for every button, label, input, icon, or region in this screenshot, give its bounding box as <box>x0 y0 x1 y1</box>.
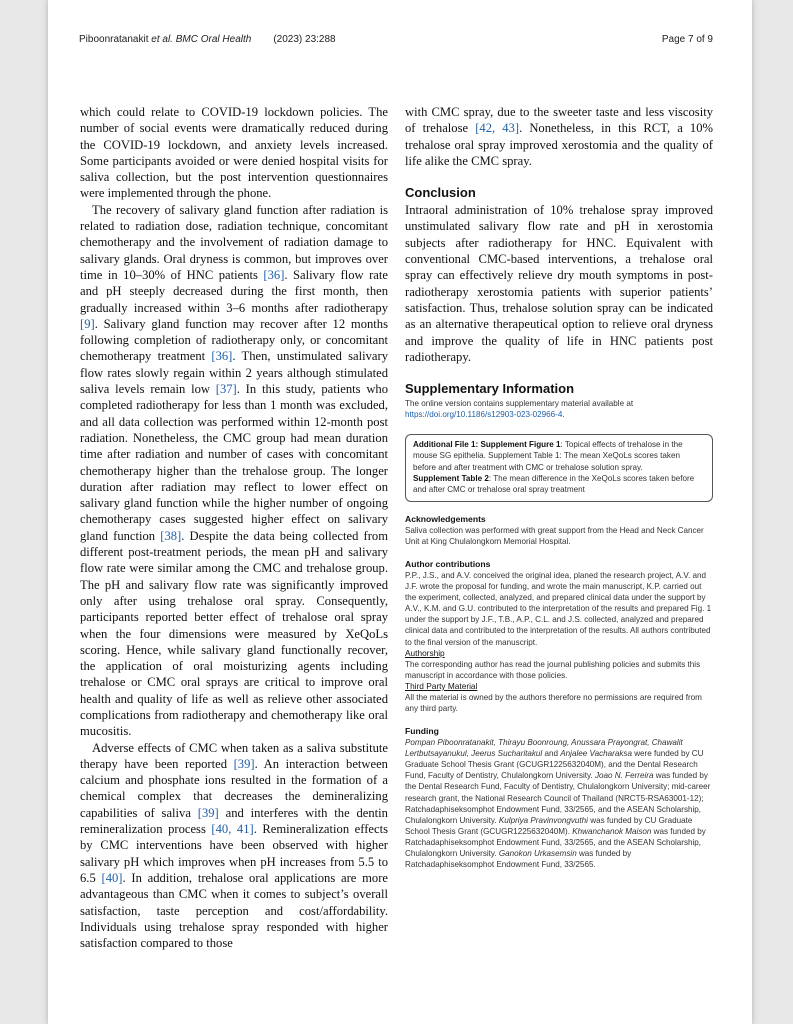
paragraph-text: . Salivary gland function may recover after 12 months following completion of radiotherapy only, or concomitant chemotherapy treatment <box>80 316 388 364</box>
paragraph-text: . In this study, patients who completed radiotherapy for less than 1 month was excluded, and all data collection was performed within 12-month post radiation. Nonetheless, the CMC group had mean duration time after radiation and number of cases with concomitant chemotherapy higher than the trehalose group. The longer duration after radiation may reflect to lower effect on salivary gland function while the higher number of ongoing chemotherapy cases suggested higher effect on salivary gland function <box>80 382 389 543</box>
author-contributions-heading: Author contributions <box>405 559 491 569</box>
supplement-table-label: Supplement Table 2 <box>413 473 489 483</box>
acknowledgements-text: Saliva collection was performed with great support from the Head and Neck Cancer Unit at King Chulalongkorn Memorial Hospital. <box>405 525 704 546</box>
paragraph-text: . Then, unstimulated salivary flow rates slowly regain within 2 years although stimulated saliva levels remain low <box>80 349 388 397</box>
paragraph <box>80 202 388 740</box>
citation-link[interactable]: [36] <box>211 349 233 364</box>
conclusion-text: Intraoral administration of 10% trehalose spray improved unstimulated salivary flow rate and pH in xerostomia subjects after radiotherapy for HNC. Equivalent with conventional CMC-based interventions, a trehalose oral spray can effectively relieve dry mouth symptoms in post-radiotherapy xerostomia patients with superior patients’ satisfaction. Thus, trehalose solution spray can be indicated as an alternative therapeutical option to relieve oral dryness and improve the quality of life in HNC patients post radiotherapy. <box>405 203 713 364</box>
funding-heading: Funding <box>405 726 439 737</box>
page-header <box>79 34 713 50</box>
paragraph-text: . An interaction between calcium and phosphate ions resulted in the formation of a chemical complex that decreases the demineralizing capabilities of saliva <box>80 756 388 820</box>
page-number: Page 7 of 9 <box>661 34 713 45</box>
citation-link[interactable]: [38] <box>160 528 182 543</box>
funding-names: Khwanchanok Maison <box>572 826 652 836</box>
paragraph-text: which could relate to COVID-19 lockdown policies. The number of social events were dramatically reduced during the COVID-19 lockdown, and anxiety levels increased. Some participants avoided or were denied hospital visits for saliva collection, but the post intervention questionnaires were implemented through the phone. <box>80 105 388 201</box>
funding-names: Pompan Piboonratanakit, Thirayu Boonroung, Anussara Prayongrat, Chawalit Lertbutsayanukul, Jeerus Sucharitakul <box>405 738 683 759</box>
supplementary-intro: The online version contains supplementary material available at <box>405 399 634 409</box>
funding-text <box>405 737 713 870</box>
third-party-text: All the material is owned by the authors therefore no permissions are required from any third party. <box>405 692 702 713</box>
funding-detail: was funded by the Dental Research Fund, Faculty of Dentistry, Chulalongkorn University; mid-career research grant, the National Research Council of Thailand (NRCT5-RSA63001-12); Ratchadaphiseksomphot Endowment Fund, 33/2565, and the ASEAN Scholarship, Chulalongkorn University. <box>405 771 711 825</box>
paragraph-text: . In addition, trehalose oral applications are more advantageous than CMC when it comes to subject’s overall satisfaction, taste perception and cost/affordability. Individuals using trehalose spray responded with higher satisfaction compared to those <box>80 870 388 951</box>
citation-link[interactable]: [42, 43] <box>475 121 520 136</box>
funding-detail: and <box>542 749 561 759</box>
funding-names: Joao N. Ferreira <box>594 771 654 781</box>
supplement-figure-label: : Supplement Figure 1 <box>475 440 561 450</box>
paragraph-text: with CMC spray, due to the sweeter taste and less viscosity of trehalose <box>405 105 713 136</box>
paragraph-text: . Despite the data being collected from different post-treatment periods, the mean pH and salivary flow rate were similar among the CMC and trehalose group. The pH and salivary flow rate was significantly improved only after using trehalose oral spray. Consequently, participants reported better effect of trehalose oral spray when the four dimensions were measured by XeQoLs scoring. Hence, while salivary gland functionally recover, the application of oral moisturizing agents including trehalose or CMC oral sprays are critical to improve oral health and quality of life as well as relieve other associated complications from radiotherapy and chemotherapy like oral mucositis. <box>80 528 389 739</box>
citation-link[interactable]: [36] <box>263 267 285 282</box>
authorship-text: The corresponding author has read the journal publishing policies and submits this manuscript in accordance with those policies. <box>405 659 701 680</box>
doi-link[interactable]: https://doi.org/10.1186/s12903-023-02966-4 <box>405 410 563 420</box>
citation-link[interactable]: [37] <box>215 382 237 397</box>
third-party-heading: Third Party Material <box>405 680 478 691</box>
citation-link[interactable]: [9] <box>80 316 95 331</box>
citation-link[interactable]: [39] <box>197 805 219 820</box>
citation-link[interactable]: [40, 41] <box>211 822 254 837</box>
acknowledgements-heading: Acknowledgements <box>405 513 486 524</box>
funding-detail: was funded by Ratchadaphiseksomphot Endowment Fund, 33/2565. <box>405 848 632 870</box>
funding-detail: was funded by Ratchadaphiseksomphot Endowment Fund, 33/2565, and the ASEAN Scholarship, Chulalongkorn University. <box>405 826 706 858</box>
funding-names: Anjalee Vacharaksa <box>560 749 632 759</box>
left-column <box>80 104 388 951</box>
paragraph-text: . Salivary flow rate and pH steeply decreased during the first month, then gradually increased within 3–6 months after radiotherapy <box>80 267 388 315</box>
citation-link[interactable]: [39] <box>233 756 255 771</box>
additional-file-text <box>413 439 705 494</box>
paragraph-text: Adverse effects of CMC when taken as a saliva substitute therapy have been reported <box>80 740 388 771</box>
conclusion-heading: Conclusion <box>405 185 476 201</box>
header-etal: et al. <box>151 34 173 45</box>
right-column <box>405 104 713 870</box>
header-year-volume: (2023) 23:288 <box>273 34 336 45</box>
supplement-figure-text: : Topical effects of trehalose in the mouse SG epithelia. Supplement Table 1: The mean XeQoLs scores taken before and after treatment with CMC or trehalose solution spray. <box>413 440 683 472</box>
header-journal: BMC Oral Health <box>175 34 252 45</box>
additional-file-label[interactable]: Additional File 1 <box>413 440 476 450</box>
author-contributions-text: P.P., J.S., and A.V. conceived the original idea, planed the research project, A.V. and J.F. wrote the proposal for funding, and wrote the main manuscript, K.P. carried out the experiment, collected, analyzed, and prepared clinical data under the support by A.V., K.M. and G.U. contributed to the interpretation of the results and prepared Fig. 1 under the support by J.F., T.B., A.P., C.L. and J.S. collected, analyzed and prepared clinical data and contributed to the interpretation of the results. All authors contributed to the final version of the manuscript. <box>405 571 712 647</box>
paragraph <box>405 104 713 169</box>
paragraph-text: . Remineralization effects by CMC interventions have been observed with higher salivary pH which improves when pH increases from 5.5 to 6.5 <box>80 822 388 885</box>
header-authors: Piboonratanakit <box>79 34 149 45</box>
supplement-table-text: : The mean difference in the XeQoLs scores taken before and after CMC or trehalose oral spray treatment <box>413 473 695 494</box>
paragraph <box>80 104 388 202</box>
funding-names: Kulpriya Pravinvongvuthi <box>498 815 588 825</box>
supplementary-text <box>405 398 713 420</box>
funding-detail: were funded by CU Graduate School Thesis Grant (GCUGR1225632040M), and the Dental Research Fund, Faculty of Dentistry, Chulalongkorn University. <box>405 749 704 781</box>
funding-names: Ganokon Urkasemsin <box>498 848 577 858</box>
authorship-heading: Authorship <box>405 647 445 658</box>
supplementary-period: . <box>562 410 565 420</box>
paragraph-text: and interferes with the dentin remineralization process <box>80 805 388 837</box>
supplementary-heading: Supplementary Information <box>405 381 575 397</box>
running-title <box>79 34 336 45</box>
additional-file-box <box>405 434 713 501</box>
paragraph-text: . Nonetheless, in this RCT, a 10% trehalose oral spray improved xerostomia and the quality of life alike the CMC spray. <box>405 121 714 168</box>
paragraph <box>80 740 388 952</box>
funding-detail: was funded by CU Graduate School Thesis Grant (GCUGR1225632040M). <box>405 815 693 836</box>
paragraph-text: The recovery of salivary gland function after radiation is related to radiation dose, radiation technique, concomitant chemotherapy and the involvement of radiation damage to salivary glands. Oral dryness is common, but improves over time in 10–30% of HNC patients <box>80 202 388 282</box>
citation-link[interactable]: [40] <box>101 870 123 885</box>
